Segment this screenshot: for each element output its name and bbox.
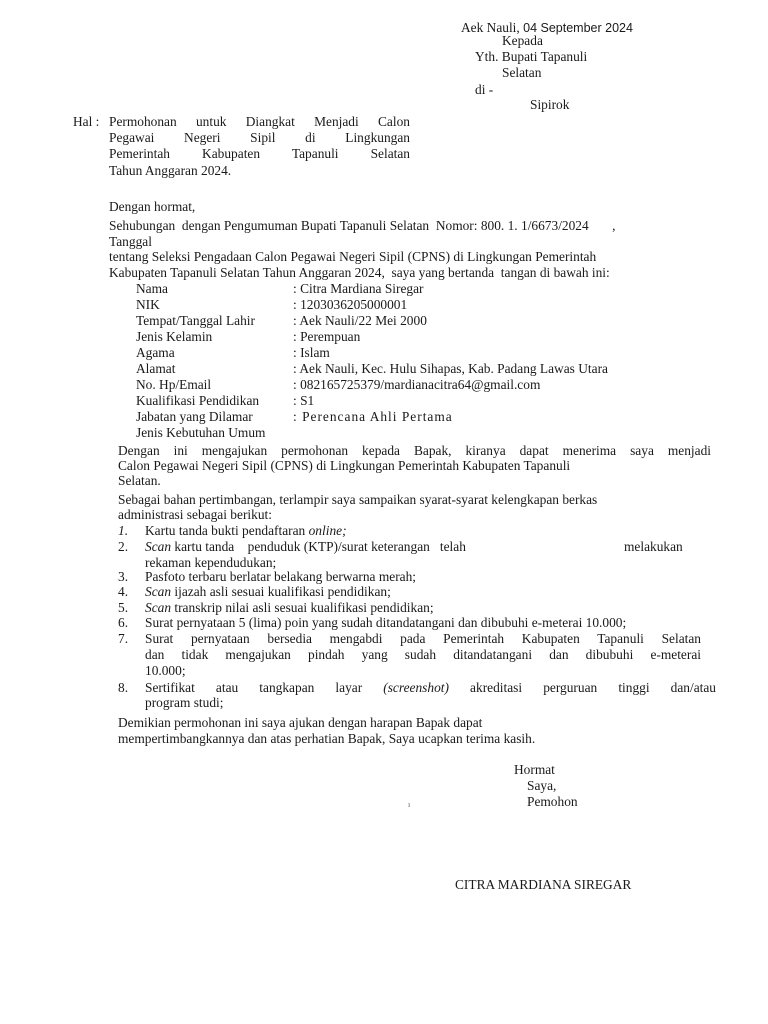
attachments-intro-1: Sebagai bahan pertimbangan, terlampir saya sampaikan syarat-syarat kelengkapan berkas [118, 492, 598, 507]
item-8-line-2: program studi; [145, 695, 224, 710]
item-2-scan: Scan [145, 539, 172, 554]
item-4-text [145, 584, 391, 600]
item-7-line-2: dan tidak mengajukan pindah yang sudah ditandatangani dan dibubuhi e-meterai [145, 647, 701, 662]
item-5-text [145, 600, 434, 616]
item-2-line-2: rekaman kependudukan; [145, 555, 277, 570]
item-4-main: ijazah asli sesuai kualifikasi pendidikan; [171, 584, 391, 599]
item-2-main: kartu tanda penduduk (KTP)/surat keterangan telah [171, 539, 466, 554]
date: 04 September 2024 [523, 21, 633, 35]
applicant-value-contact: : 082165725379/mardianacitra64@gmail.com [293, 377, 541, 392]
item-6-text: Surat pernyataan 5 (lima) poin yang sudah ditandatangani dan dibubuhi e-meterai 10.000; [145, 615, 627, 630]
applicant-label-position: Jabatan yang Dilamar [136, 409, 253, 424]
subject-label: Hal : [73, 114, 100, 129]
item-8-line-1 [145, 680, 716, 696]
item-8-rest: akreditasi perguruan tinggi dan/atau [448, 680, 717, 695]
subject-line-2: Pegawai Negeri Sipil di Lingkungan [109, 130, 410, 145]
item-7-line-3: 10.000; [145, 663, 186, 678]
applicant-label-religion: Agama [136, 345, 175, 360]
applicant-label-contact: No. Hp/Email [136, 377, 212, 392]
item-5-scan: Scan [145, 600, 172, 615]
item-7-number: 7. [118, 631, 129, 646]
recipient-yth-2: Selatan [502, 65, 542, 80]
intro-line-1: Sehubungan dengan Pengumuman Bupati Tapanuli Selatan Nomor: 800. 1. 1/6673/2024 , [109, 218, 616, 233]
recipient-city: Sipirok [530, 97, 570, 112]
attachments-intro-2: administrasi sebagai berikut: [118, 507, 272, 522]
closing-line-2: mempertimbangkannya dan atas perhatian Bapak, Saya ucapkan terima kasih. [118, 731, 536, 746]
item-2-text [145, 539, 466, 555]
recipient-kepada: Kepada [502, 33, 543, 48]
recipient-yth: Yth. Bupati Tapanuli [475, 49, 588, 64]
applicant-value-position: : Perencana Ahli Pertama [293, 409, 453, 424]
applicant-value-address: : Aek Nauli, Kec. Hulu Sihapas, Kab. Padang Lawas Utara [293, 361, 608, 376]
item-6-number: 6. [118, 615, 129, 630]
place-date [461, 20, 633, 36]
item-2-number: 2. [118, 539, 129, 554]
applicant-label-need: Jenis Kebutuhan Umum [136, 425, 266, 440]
intro-line-4: Kabupaten Tapanuli Selatan Tahun Anggaran 2024, saya yang bertanda tangan di bawah ini: [109, 265, 610, 280]
item-4-scan: Scan [145, 584, 172, 599]
item-3-number: 3. [118, 569, 129, 584]
item-7-line-1: Surat pernyataan bersedia mengabdi pada Pemerintah Kabupaten Tapanuli Selatan [145, 631, 701, 646]
applicant-label-nik: NIK [136, 297, 160, 312]
applicant-value-gender: : Perempuan [293, 329, 361, 344]
applicant-label-education: Kualifikasi Pendidikan [136, 393, 260, 408]
applicant-label-gender: Jenis Kelamin [136, 329, 213, 344]
applicant-value-education: : S1 [293, 393, 315, 408]
applicant-label-birth: Tempat/Tanggal Lahir [136, 313, 255, 328]
applicant-label-name: Nama [136, 281, 168, 296]
request-line-3: Selatan. [118, 473, 161, 488]
closing-line-1: Demikian permohonan ini saya ajukan dengan harapan Bapak dapat [118, 715, 483, 730]
signature-mark: ı [408, 800, 411, 809]
item-4-number: 4. [118, 584, 129, 599]
item-3-text: Pasfoto terbaru berlatar belakang berwarna merah; [145, 569, 417, 584]
item-1-text [145, 523, 347, 539]
place: Aek Nauli, [461, 20, 520, 35]
item-1-number: 1. [118, 523, 129, 538]
request-line-2: Calon Pegawai Negeri Sipil (CPNS) di Lingkungan Pemerintah Kabupaten Tapanuli [118, 458, 571, 473]
applicant-value-nik: : 1203036205000001 [293, 297, 408, 312]
subject-line-4: Tahun Anggaran 2024. [109, 163, 232, 178]
item-8-main: Sertifikat atau tangkapan layar [145, 680, 384, 695]
signature-name: CITRA MARDIANA SIREGAR [455, 877, 632, 892]
subject-line-1: Permohonan untuk Diangkat Menjadi Calon [109, 114, 410, 129]
subject-line-3: Pemerintah Kabupaten Tapanuli Selatan [109, 146, 410, 161]
item-5-number: 5. [118, 600, 129, 615]
request-line-1: Dengan ini mengajukan permohonan kepada Bapak, kiranya dapat menerima saya menjadi [118, 443, 711, 458]
applicant-value-religion: : Islam [293, 345, 330, 360]
recipient-di: di - [475, 82, 494, 97]
signature-saya: Saya, [527, 778, 557, 793]
item-8-italic: (screenshot) [383, 680, 449, 695]
greeting: Dengan hormat, [109, 199, 196, 214]
item-1-italic: online; [308, 523, 347, 538]
applicant-value-name: : Citra Mardiana Siregar [293, 281, 424, 296]
signature-hormat: Hormat [514, 762, 555, 777]
item-8-number: 8. [118, 680, 129, 695]
applicant-label-address: Alamat [136, 361, 176, 376]
signature-pemohon: Pemohon [527, 794, 578, 809]
item-1-main: Kartu tanda bukti pendaftaran [145, 523, 309, 538]
item-2-tail: melakukan [624, 539, 683, 554]
intro-line-3: tentang Seleksi Pengadaan Calon Pegawai Negeri Sipil (CPNS) di Lingkungan Pemerintah [109, 249, 597, 264]
applicant-value-birth: : Aek Nauli/22 Mei 2000 [293, 313, 427, 328]
item-5-main: transkrip nilai asli sesuai kualifikasi pendidikan; [171, 600, 434, 615]
intro-line-2: Tanggal [109, 234, 152, 249]
